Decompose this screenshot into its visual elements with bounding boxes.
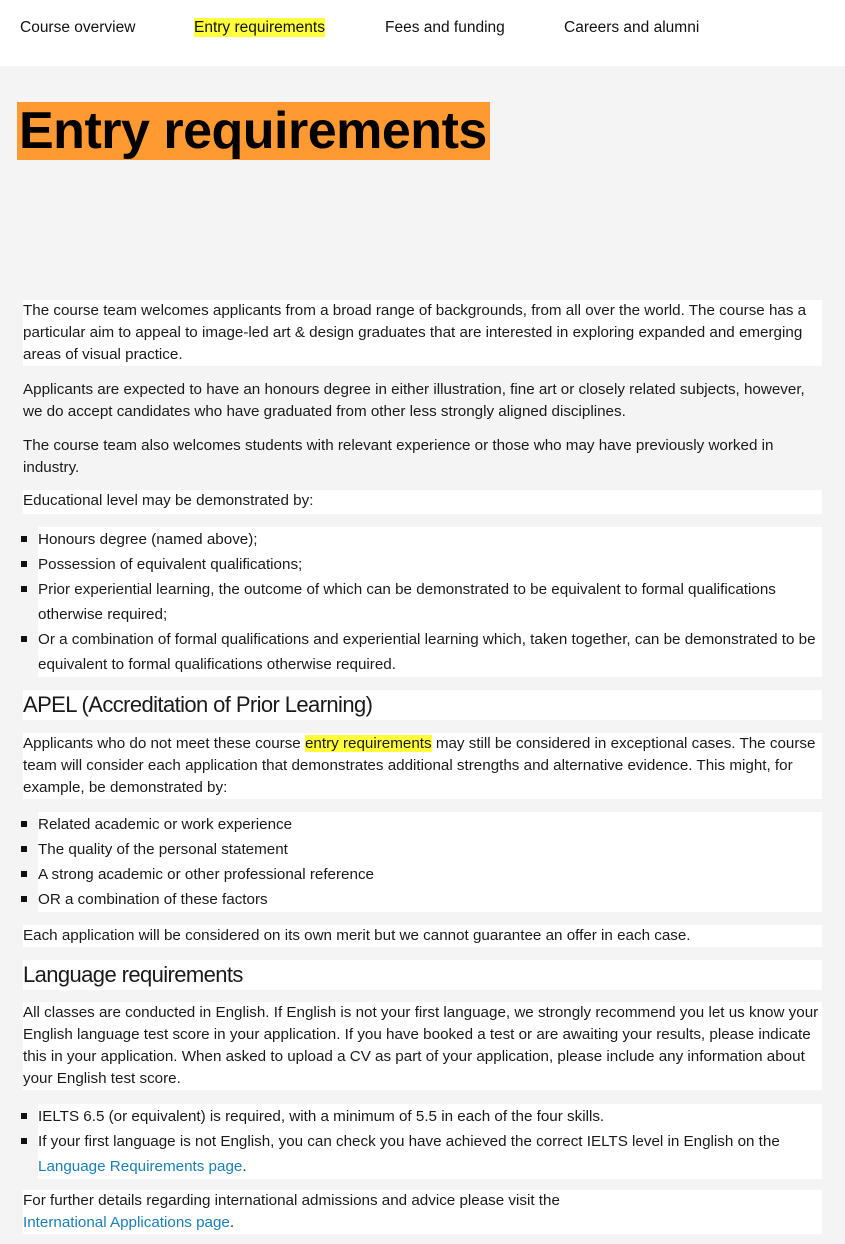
language-text: All classes are conducted in English. If English is not your first language, we strongly recommend you let us know your English language test score in your application. If you have booked a test or are awaiting your results, please indicate this in your application. When asked to upload a CV as part of your application, please include any information about your English test score.: [23, 1004, 819, 1087]
apel-list: [38, 812, 822, 912]
language-list: [38, 1104, 822, 1179]
intro-text-1: The course team welcomes applicants from a broad range of backgrounds, from all over the world. The course has a particular aim to appeal to image-led art & design graduates that are interested in exploring expanded and emerging areas of visual practice.: [23, 302, 807, 363]
further-details-lead: For further details regarding international admissions and advice please visit the: [23, 1192, 560, 1209]
education-list: [38, 527, 822, 677]
intro-paragraph-1: [23, 300, 822, 366]
language-paragraph: [23, 1002, 822, 1090]
apel-note-text: Each application will be considered on its own merit but we cannot guarantee an offer in each case.: [23, 927, 691, 944]
international-applications-link[interactable]: International Applications page: [23, 1214, 230, 1231]
intro-text-4: Educational level may be demonstrated by:: [23, 492, 314, 509]
intro-paragraph-4: [23, 490, 822, 514]
apel-note: [23, 925, 822, 947]
section-nav: [0, 0, 845, 66]
list-item: A strong academic or other professional reference: [38, 862, 822, 887]
list-item: Prior experiential learning, the outcome of which can be demonstrated to be equivalent to formal qualifications otherwise required;: [38, 577, 822, 627]
nav-fees-and-funding[interactable]: Fees and funding: [385, 19, 505, 36]
list-item: [38, 1129, 822, 1179]
list-item: Honours degree (named above);: [38, 527, 822, 552]
language-list-text: If your first language is not English, you can check you have achieved the correct IELTS level in English on the: [38, 1133, 780, 1150]
intro-paragraph-3: [23, 435, 822, 479]
intro-text-3: The course team also welcomes students with relevant experience or those who may have previously worked in industry.: [23, 437, 774, 476]
list-item: IELTS 6.5 (or equivalent) is required, with a minimum of 5.5 in each of the four skills.: [38, 1104, 822, 1129]
intro-text-2: Applicants are expected to have an honours degree in either illustration, fine art or closely related subjects, however, we do accept candidates who have graduated from other less strongly aligned disciplines.: [23, 381, 805, 420]
nav-entry-requirements[interactable]: Entry requirements: [194, 19, 325, 36]
page-title: Entry requirements: [17, 102, 490, 160]
intro-paragraph-2: [23, 379, 822, 423]
apel-heading: APEL (Accreditation of Prior Learning): [23, 690, 822, 720]
list-item: Or a combination of formal qualifications and experiential learning which, taken together, can be demonstrated to be equivalent to formal qualifications otherwise required.: [38, 627, 822, 677]
apel-paragraph: [23, 733, 822, 799]
further-details-end: .: [229, 1214, 235, 1231]
list-item: Related academic or work experience: [38, 812, 822, 837]
entry-requirements-highlight: entry requirements: [304, 735, 432, 752]
language-requirements-link[interactable]: Language Requirements page: [38, 1158, 243, 1175]
apel-text: [23, 733, 822, 799]
language-list-end: .: [242, 1158, 247, 1175]
nav-careers-and-alumni[interactable]: Careers and alumni: [564, 19, 700, 36]
apel-text-end: may still be considered in exceptional cases. The course team will consider each application that demonstrates additional strengths and alternative evidence. This might, for example, be demonstrated by:: [23, 735, 816, 796]
further-details-text: [23, 1190, 822, 1234]
language-heading: Language requirements: [23, 960, 822, 990]
list-item: Possession of equivalent qualifications;: [38, 552, 822, 577]
apel-text-start: Applicants who do not meet these course: [23, 735, 305, 752]
list-item: The quality of the personal statement: [38, 837, 822, 862]
list-item: OR a combination of these factors: [38, 887, 822, 912]
further-details-paragraph: [23, 1190, 822, 1234]
nav-course-overview[interactable]: Course overview: [20, 19, 136, 36]
